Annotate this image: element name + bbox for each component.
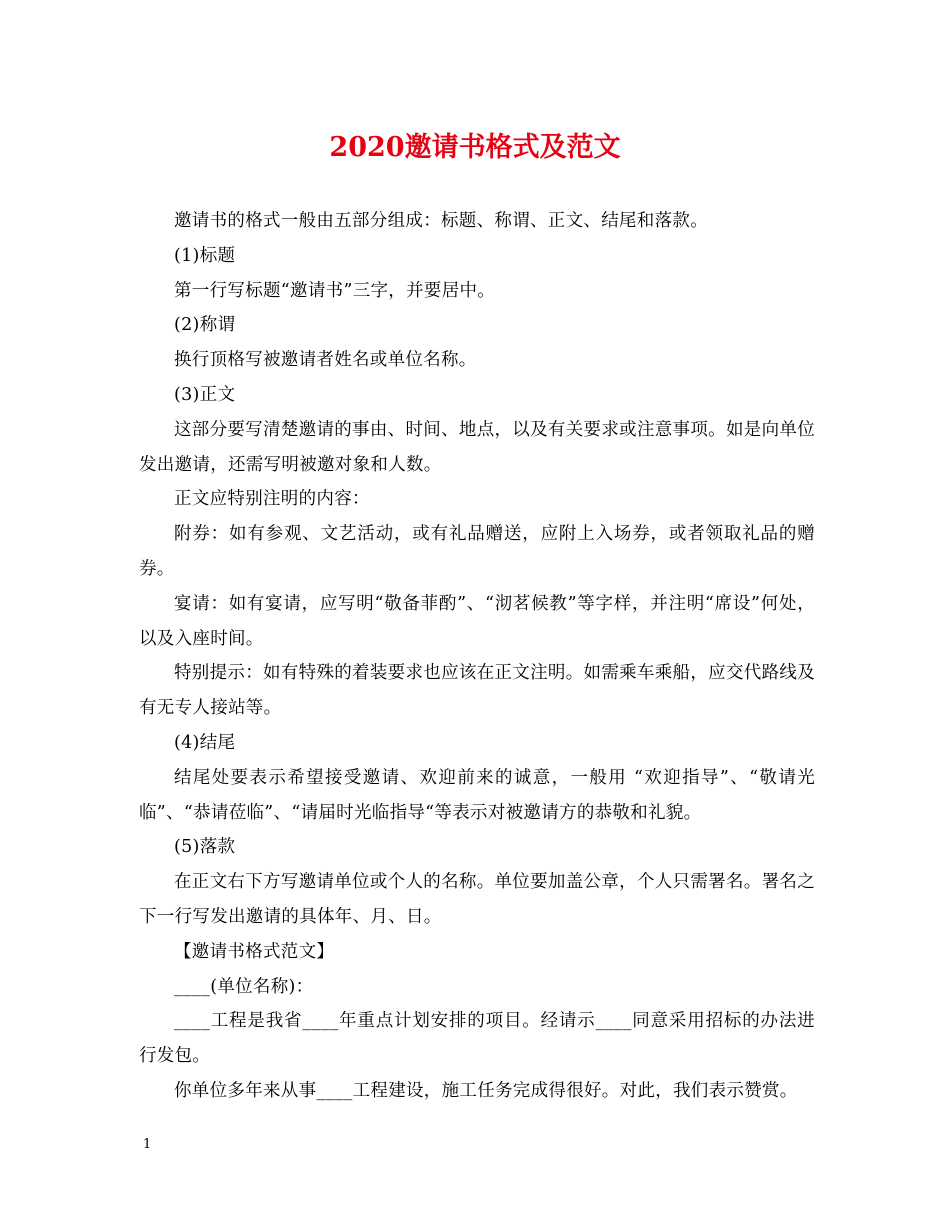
section-heading-signature: (5)落款 (174, 837, 236, 858)
paragraph-body-notes-intro: 正文应特别注明的内容： (174, 489, 370, 510)
section-heading-title: (1)标题 (174, 245, 236, 266)
page-number: 1 (143, 1137, 152, 1152)
document-body (139, 204, 815, 1109)
section-heading-closing: (4)结尾 (174, 732, 236, 753)
paragraph-body-rule: 这部分要写清楚邀请的事由、时间、地点，以及有关要求或注意事项。如是向单位发出邀请，还需写明被邀对象和人数。 (139, 419, 815, 475)
sample-paragraph-appreciation: 你单位多年来从事____工程建设，施工任务完成得很好。对此，我们表示赞赏。 (174, 1080, 798, 1101)
sample-salutation: ____(单位名称)： (174, 976, 314, 997)
paragraph-title-rule: 第一行写标题“邀请书”三字，并要居中。 (174, 280, 496, 301)
paragraph-signature-rule: 在正文右下方写邀请单位或个人的名称。单位要加盖公章，个人只需署名。署名之下一行写发出邀请的具体年、月、日。 (139, 872, 815, 927)
sample-paragraph-project: ____工程是我省____年重点计划安排的项目。经请示____同意采用招标的办法进行发包。 (139, 1011, 815, 1067)
section-heading-salutation: (2)称谓 (174, 315, 236, 336)
section-heading-body: (3)正文 (174, 384, 236, 405)
paragraph-tickets: 附券：如有参观、文艺活动，或有礼品赠送，应附上入场券，或者领取礼品的赠券。 (139, 524, 815, 579)
paragraph-intro: 邀请书的格式一般由五部分组成：标题、称谓、正文、结尾和落款。 (174, 211, 708, 231)
paragraph-special-notes: 特别提示：如有特殊的着装要求也应该在正文注明。如需乘车乘船，应交代路线及有无专人接站等。 (139, 663, 815, 719)
document-title: 2020邀请书格式及范文 (329, 132, 621, 163)
paragraph-closing-rule: 结尾处要表示希望接受邀请、欢迎前来的诚意，一般用 “欢迎指导”、“敬请光临”、“恭请莅临”、“请届时光临指导“等表示对被邀请方的恭敬和礼貌。 (139, 767, 815, 823)
paragraph-salutation-rule: 换行顶格写被邀请者姓名或单位名称。 (174, 350, 477, 371)
sample-heading: 【邀请书格式范文】 (174, 941, 335, 962)
paragraph-banquet: 宴请：如有宴请，应写明“敬备菲酌”、“沏茗候教”等字样，并注明“席设”何处，以及入座时间。 (139, 593, 815, 649)
